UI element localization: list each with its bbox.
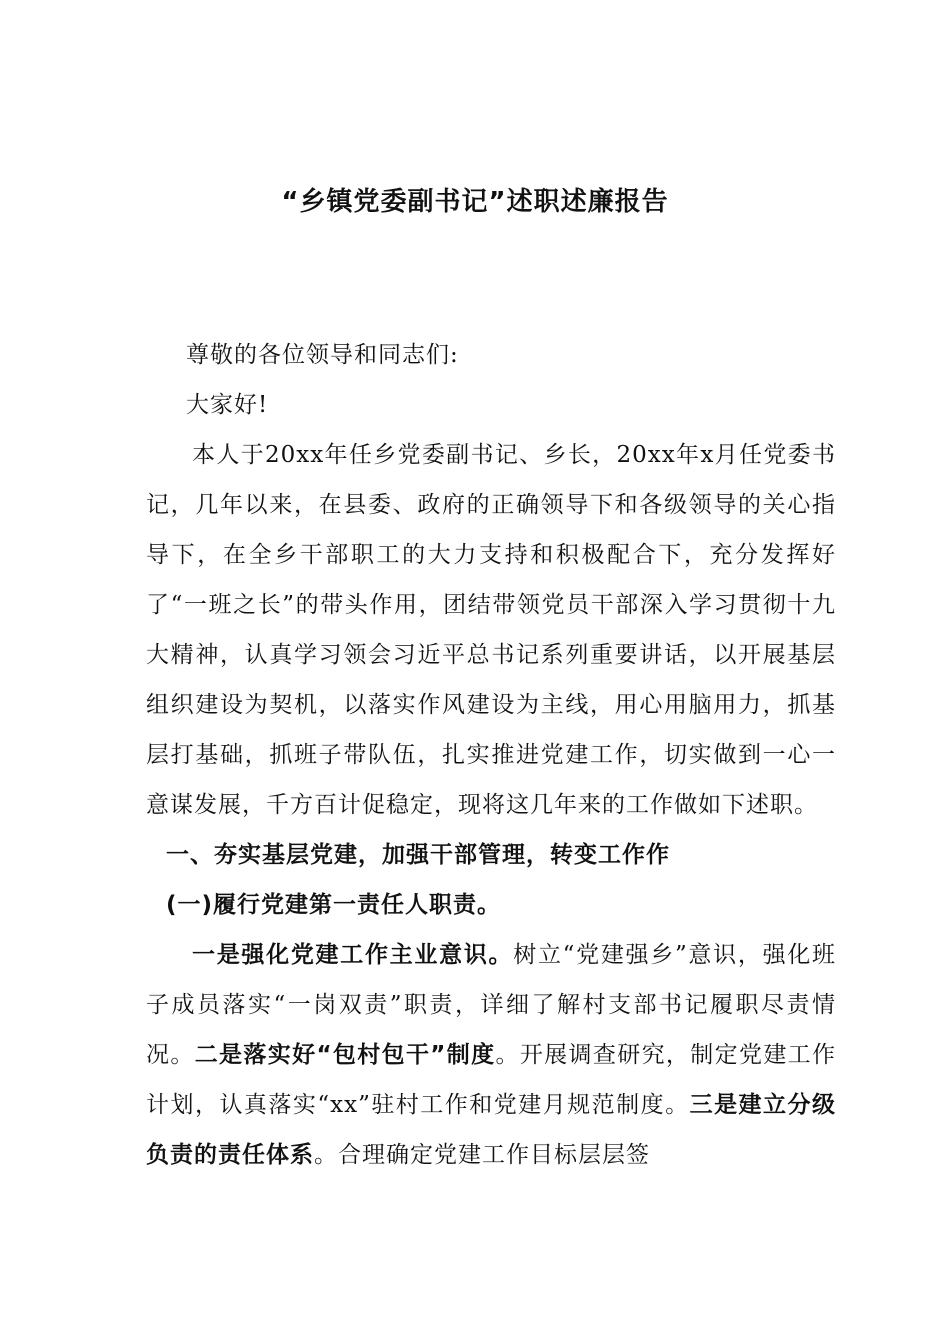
document-title: “乡镇党委副书记”述职述廉报告 [281, 187, 669, 217]
point-1-heading: 一是强化党建工作主业意识。 [192, 942, 514, 968]
point-3-text: 。合理确定党建工作目标层层签 [314, 1142, 650, 1168]
section-heading: 一、夯实基层党建，加强干部管理，转变工作作 [166, 842, 670, 868]
points-paragraph [146, 930, 836, 1180]
salutation: 尊敬的各位领导和同志们: [186, 342, 459, 368]
point-2-text: 。开展调查研究，制定党建工作计划，认真落实“xx”驻村工作和党建月规范制度。 [146, 1042, 837, 1118]
point-3-heading: 三是建立分级负责的责任体系 [146, 1092, 837, 1168]
document-body [146, 330, 836, 1180]
intro-paragraph: 本人于20xx年任乡党委副书记、乡长，20xx年x月任党委书记，几年以来，在县委、政府的正确领导下和各级领导的关心指导下，在全乡干部职工的大力支持和积极配合下，充分发挥好了“一班之长”的带头作用，团结带领党员干部深入学习贯彻十九大精神，认真学习领会习近平总书记系列重要讲话，以开展基层组织建设为契机，以落实作风建设为主线，用心用脑用力，抓基层打基础，抓班子带队伍，扎实推进党建工作，切实做到一心一意谋发展，千方百计促稳定，现将这几年来的工作做如下述职。 [146, 442, 836, 818]
greeting: 大家好! [186, 392, 269, 418]
point-1-text: 树立“党建强乡”意识，强化班子成员落实“一岗双责”职责，详细了解村支部书记履职尽责情况。 [146, 942, 836, 1068]
point-2-heading: 二是落实好“包村包干”制度 [194, 1042, 496, 1068]
subsection-heading: (一)履行党建第一责任人职责。 [166, 892, 502, 918]
